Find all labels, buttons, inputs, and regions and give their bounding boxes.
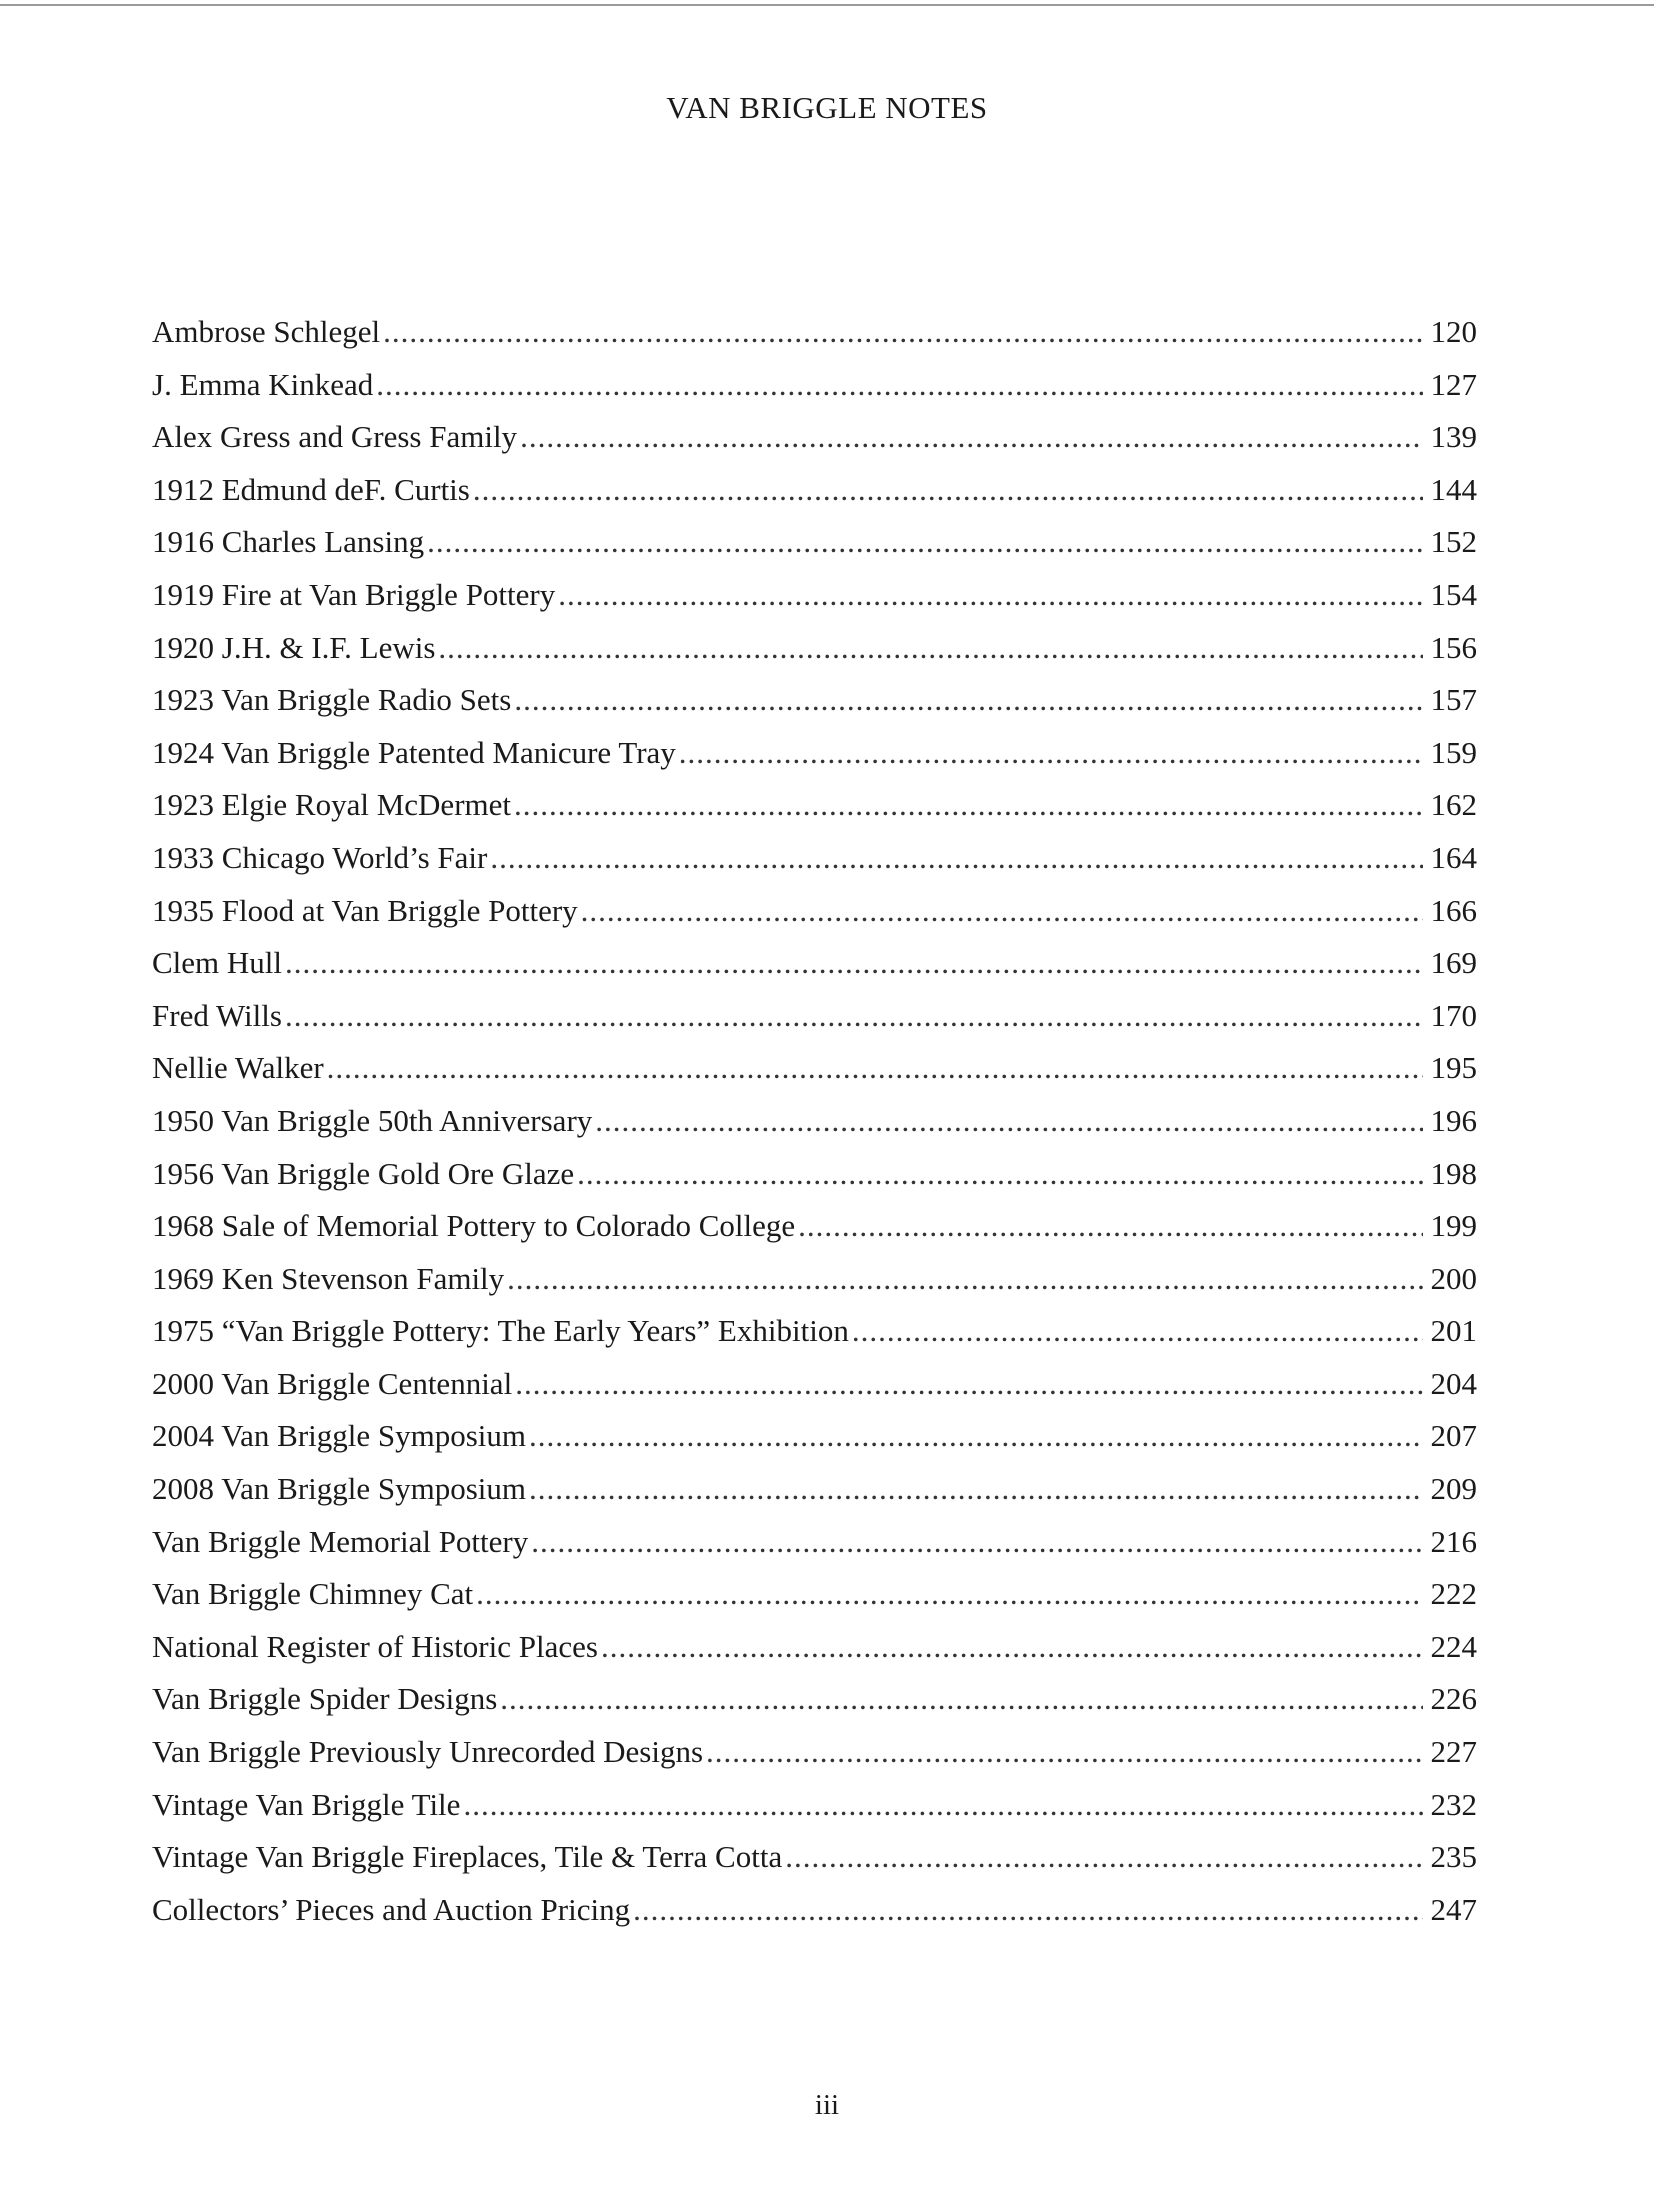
toc-entry-page: 164: [1430, 839, 1477, 875]
page-number: iii: [814, 2089, 840, 2121]
toc-dot-leader: [706, 1726, 1423, 1779]
toc-entry-page: 169: [1430, 945, 1477, 981]
toc-entry-title: National Register of Historic Places: [152, 1628, 598, 1664]
toc-entry-page: 139: [1430, 419, 1477, 455]
toc-entry: [152, 1516, 1477, 1569]
toc-entry-page: 170: [1430, 997, 1477, 1033]
toc-entry: [152, 1042, 1477, 1095]
toc-entry-page: 157: [1430, 682, 1477, 718]
toc-entry-page: 209: [1430, 1471, 1477, 1507]
toc-entry-title: 1919 Fire at Van Briggle Pottery: [152, 576, 556, 612]
toc-entry: [152, 1200, 1477, 1253]
toc-dot-leader: [515, 1358, 1423, 1411]
toc-dot-leader: [798, 1200, 1423, 1253]
toc-entry-title: 1956 Van Briggle Gold Ore Glaze: [152, 1155, 575, 1191]
toc-dot-leader: [558, 569, 1423, 622]
toc-entry-page: 227: [1430, 1734, 1477, 1770]
toc-dot-leader: [529, 1410, 1423, 1463]
toc-dot-leader: [327, 1042, 1423, 1095]
toc-entry-title: Alex Gress and Gress Family: [152, 419, 518, 455]
toc-entry-page: 222: [1430, 1576, 1477, 1612]
toc-entry-page: 127: [1430, 366, 1477, 402]
toc-dot-leader: [601, 1621, 1423, 1674]
toc-entry: [152, 885, 1477, 938]
toc-entry-page: 154: [1430, 576, 1477, 612]
toc-entry-page: 247: [1430, 1891, 1477, 1927]
toc-entry: [152, 622, 1477, 675]
toc-entry-title: Nellie Walker: [152, 1050, 324, 1086]
toc-dot-leader: [500, 1673, 1423, 1726]
table-of-contents: [152, 306, 1477, 1936]
toc-entry: [152, 1463, 1477, 1516]
toc-dot-leader: [852, 1305, 1423, 1358]
toc-entry-title: Van Briggle Previously Unrecorded Designs: [152, 1734, 704, 1770]
toc-entry-page: 226: [1430, 1681, 1477, 1717]
toc-entry-title: 1975 “Van Briggle Pottery: The Early Years” Exhibition: [152, 1313, 849, 1349]
toc-entry: [152, 411, 1477, 464]
toc-entry-page: 166: [1430, 892, 1477, 928]
toc-entry: [152, 1831, 1477, 1884]
toc-entry: [152, 1358, 1477, 1411]
toc-entry-page: 235: [1430, 1839, 1477, 1875]
toc-dot-leader: [507, 1253, 1423, 1306]
toc-dot-leader: [785, 1831, 1423, 1884]
toc-entry: [152, 306, 1477, 359]
toc-entry-page: 207: [1430, 1418, 1477, 1454]
toc-entry: [152, 779, 1477, 832]
toc-entry-title: Fred Wills: [152, 997, 282, 1033]
toc-dot-leader: [476, 1568, 1423, 1621]
toc-entry-page: 201: [1430, 1313, 1477, 1349]
toc-entry: [152, 359, 1477, 412]
toc-entry-page: 156: [1430, 629, 1477, 665]
toc-entry-title: 1912 Edmund deF. Curtis: [152, 471, 470, 507]
toc-dot-leader: [529, 1463, 1423, 1516]
toc-dot-leader: [463, 1779, 1423, 1832]
toc-entry: [152, 1305, 1477, 1358]
toc-entry-page: 162: [1430, 787, 1477, 823]
toc-entry: [152, 1568, 1477, 1621]
page-title: VAN BRIGGLE NOTES: [666, 90, 988, 125]
toc-entry: [152, 516, 1477, 569]
toc-entry-page: 152: [1430, 524, 1477, 560]
toc-entry: [152, 1726, 1477, 1779]
toc-entry-title: Van Briggle Chimney Cat: [152, 1576, 474, 1612]
toc-entry: [152, 1410, 1477, 1463]
toc-dot-leader: [581, 885, 1423, 938]
toc-entry-title: Ambrose Schlegel: [152, 314, 381, 349]
toc-entry-title: Clem Hull: [152, 945, 283, 981]
toc-dot-leader: [577, 1148, 1423, 1201]
toc-entry-title: 1933 Chicago World’s Fair: [152, 839, 488, 875]
toc-dot-leader: [285, 937, 1423, 990]
toc-dot-leader: [520, 411, 1423, 464]
toc-entry-page: 200: [1430, 1260, 1477, 1296]
toc-dot-leader: [285, 990, 1423, 1043]
toc-entry-title: Van Briggle Spider Designs: [152, 1681, 498, 1717]
toc-entry-page: 216: [1430, 1523, 1477, 1559]
toc-entry-page: 199: [1430, 1208, 1477, 1244]
toc-entry-page: 224: [1430, 1628, 1477, 1664]
toc-entry: [152, 727, 1477, 780]
toc-entry-title: 1923 Van Briggle Radio Sets: [152, 682, 512, 718]
toc-entry-title: Vintage Van Briggle Tile: [152, 1786, 461, 1822]
toc-dot-leader: [633, 1884, 1423, 1937]
toc-entry: [152, 674, 1477, 727]
toc-entry: [152, 1884, 1477, 1937]
toc-entry-page: 195: [1430, 1050, 1477, 1086]
toc-entry-title: 1968 Sale of Memorial Pottery to Colorado College: [152, 1208, 796, 1244]
toc-entry-page: 204: [1430, 1365, 1477, 1401]
toc-entry-title: 1923 Elgie Royal McDermet: [152, 787, 511, 823]
toc-entry-title: Vintage Van Briggle Fireplaces, Tile & Terra Cotta: [152, 1839, 783, 1875]
toc-entry: [152, 1673, 1477, 1726]
toc-entry: [152, 1779, 1477, 1832]
toc-dot-leader: [376, 359, 1423, 412]
toc-dot-leader: [473, 464, 1423, 517]
toc-entry-title: Collectors’ Pieces and Auction Pricing: [152, 1891, 631, 1927]
toc-entry: [152, 464, 1477, 517]
toc-entry-title: Van Briggle Memorial Pottery: [152, 1523, 529, 1559]
toc-entry: [152, 1095, 1477, 1148]
toc-entry-page: 232: [1430, 1786, 1477, 1822]
toc-dot-leader: [427, 516, 1423, 569]
toc-entry-title: 1950 Van Briggle 50th Anniversary: [152, 1102, 593, 1138]
toc-entry-title: 2004 Van Briggle Symposium: [152, 1418, 527, 1454]
toc-dot-leader: [490, 832, 1423, 885]
toc-entry-page: 159: [1430, 734, 1477, 770]
top-border-line: [0, 4, 1654, 6]
toc-dot-leader: [595, 1095, 1423, 1148]
toc-entry: [152, 1148, 1477, 1201]
toc-entry-title: 1916 Charles Lansing: [152, 524, 425, 560]
toc-dot-leader: [531, 1516, 1423, 1569]
toc-entry: [152, 990, 1477, 1043]
toc-dot-leader: [514, 674, 1423, 727]
toc-dot-leader: [438, 622, 1423, 675]
toc-entry-title: 1920 J.H. & I.F. Lewis: [152, 629, 436, 665]
toc-entry: [152, 1253, 1477, 1306]
toc-dot-leader: [383, 306, 1423, 359]
toc-entry: [152, 1621, 1477, 1674]
toc-entry-title: 1924 Van Briggle Patented Manicure Tray: [152, 734, 676, 770]
toc-entry-page: 144: [1430, 471, 1477, 507]
toc-entry-title: 1935 Flood at Van Briggle Pottery: [152, 892, 578, 928]
toc-entry-title: 1969 Ken Stevenson Family: [152, 1260, 505, 1296]
toc-entry: [152, 832, 1477, 885]
toc-dot-leader: [679, 727, 1423, 780]
toc-entry-page: 120: [1430, 314, 1477, 349]
toc-entry-page: 198: [1430, 1155, 1477, 1191]
toc-entry-page: 196: [1430, 1102, 1477, 1138]
toc-entry-title: 2008 Van Briggle Symposium: [152, 1471, 527, 1507]
toc-entry-title: 2000 Van Briggle Centennial: [152, 1365, 513, 1401]
toc-entry: [152, 569, 1477, 622]
toc-entry: [152, 937, 1477, 990]
toc-dot-leader: [514, 779, 1423, 832]
toc-entry-title: J. Emma Kinkead: [152, 366, 374, 402]
